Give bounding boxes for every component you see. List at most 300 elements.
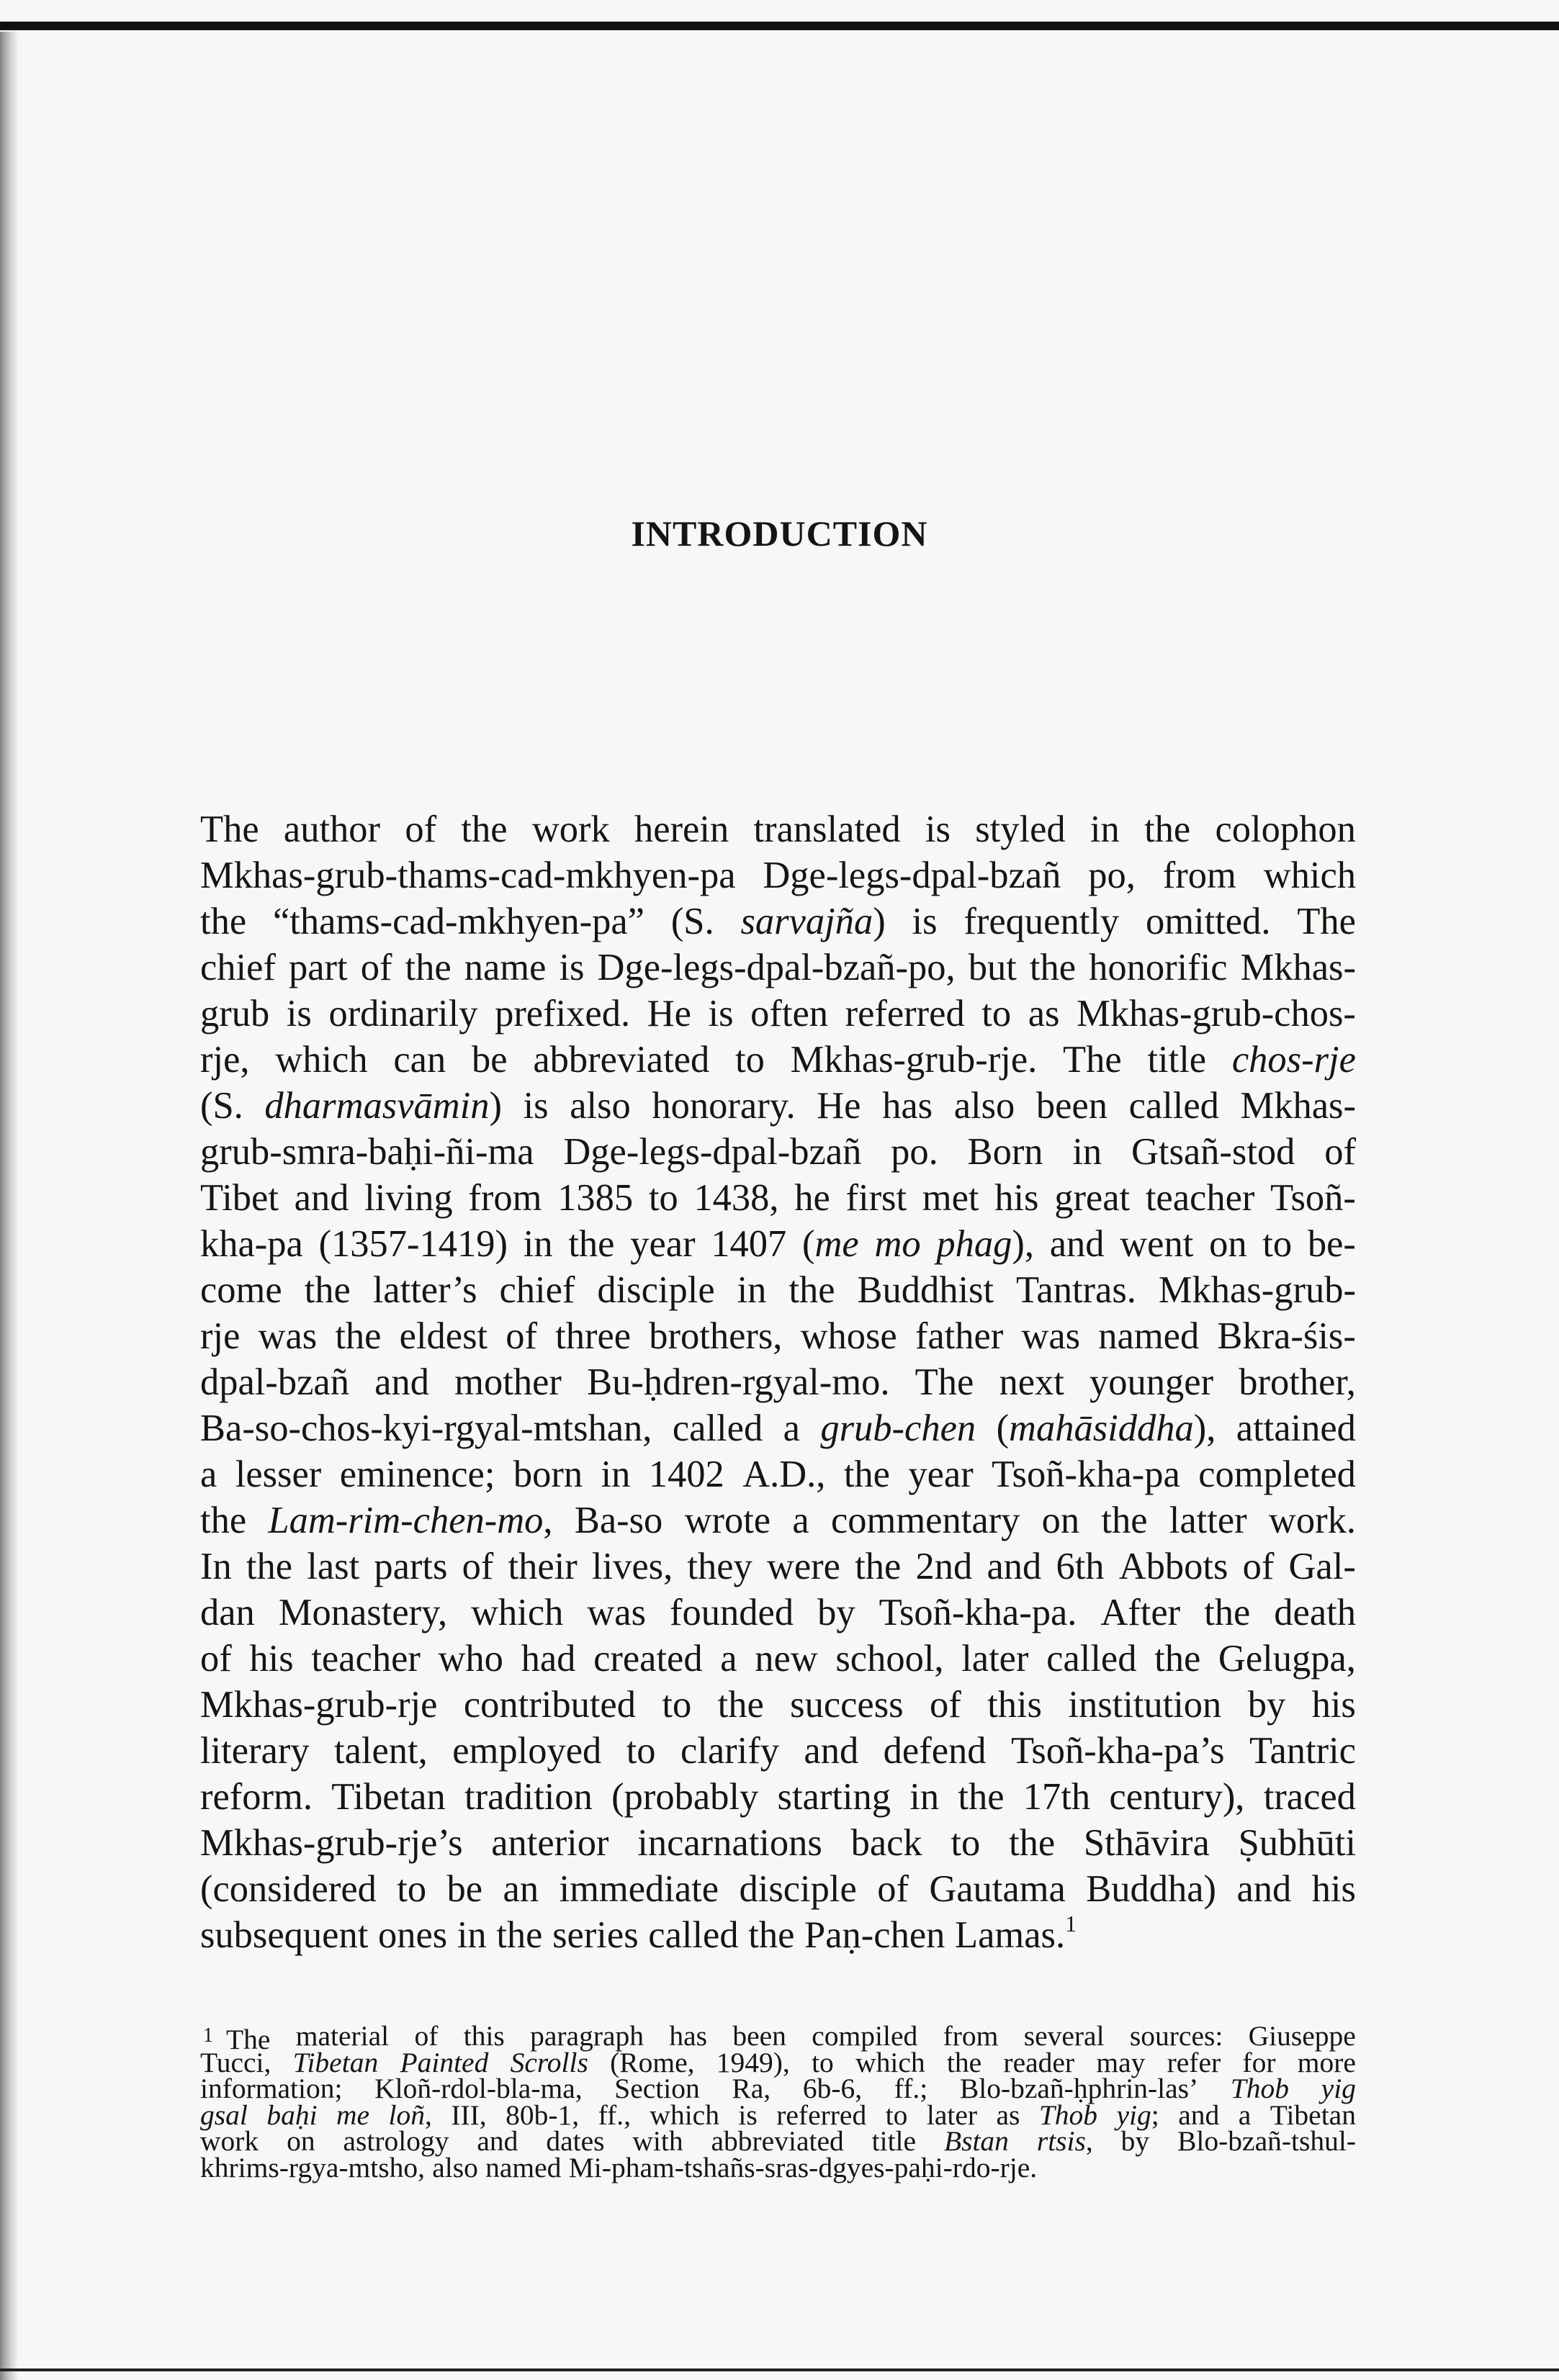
word: Tibetan (292, 2046, 379, 2078)
word: often (750, 993, 829, 1035)
word: a (720, 1638, 737, 1680)
word: the (568, 1223, 615, 1265)
word: Tibetan (331, 1776, 446, 1818)
word: 2nd (915, 1546, 973, 1587)
text-line (200, 1083, 1356, 1129)
word: Born (967, 1131, 1043, 1173)
word: the (843, 1453, 890, 1495)
word: Tsoñ- (1270, 1177, 1356, 1219)
word: a (792, 1500, 809, 1541)
word: work. (1268, 1500, 1356, 1541)
word: sources: (1129, 2020, 1223, 2052)
footnote-line (200, 2046, 1356, 2078)
word: to (1262, 1223, 1293, 1265)
word: in (601, 1453, 631, 1495)
word: and (1236, 1868, 1292, 1910)
word: of (929, 1684, 961, 1726)
word: gsal (200, 2099, 248, 2131)
word: as (996, 2099, 1020, 2131)
word: be- (1307, 1223, 1356, 1265)
word: chief (200, 947, 276, 988)
word: herein (634, 808, 729, 850)
word: attained (1236, 1407, 1356, 1449)
word: Bkra-śis- (1217, 1315, 1356, 1357)
word: part (289, 947, 348, 988)
word: which (275, 1039, 368, 1081)
text-line (200, 1313, 1356, 1359)
word: from (1162, 855, 1236, 896)
word: Tantras. (1016, 1269, 1136, 1311)
word: also (570, 1085, 631, 1127)
word: called (648, 1914, 739, 1956)
word: Buddhist (857, 1269, 994, 1311)
word: colophon (1215, 808, 1356, 850)
word: also (953, 1085, 1015, 1127)
word: title (871, 2125, 917, 2158)
text-line (200, 806, 1356, 852)
word: Tibetan (1270, 2099, 1356, 2131)
text-line-last (200, 1912, 1356, 1958)
word: phag), (936, 1223, 1034, 1265)
word: come (200, 1269, 282, 1311)
word: defend (883, 1730, 987, 1772)
word: teacher (1145, 1177, 1255, 1219)
word: and (1178, 2099, 1220, 2131)
text-line (200, 1221, 1356, 1267)
word: in (523, 1223, 553, 1265)
word: chief (499, 1269, 575, 1311)
word: ordinarily (328, 993, 478, 1035)
word: was (587, 1592, 647, 1633)
word: met (922, 1177, 979, 1219)
word: institution (1068, 1684, 1222, 1726)
text-line (200, 1405, 1356, 1451)
word: khrims-rgya-mtsho, (200, 2151, 425, 2183)
word: and (294, 1177, 349, 1219)
word: to (626, 1730, 656, 1772)
word: clarify (680, 1730, 779, 1772)
word: Tantric (1249, 1730, 1356, 1772)
word: Ba-so (574, 1500, 663, 1541)
word: po. (891, 1131, 938, 1173)
word: He (647, 993, 691, 1035)
word: chos-rje (1231, 1039, 1356, 1081)
word: first (845, 1177, 907, 1219)
word: three (555, 1315, 632, 1357)
word: He (817, 1085, 861, 1127)
word: Tsoñ-kha-pa (992, 1453, 1180, 1495)
word: the (855, 1546, 902, 1587)
text-line (200, 1728, 1356, 1774)
word: Bu-ḥdren-rgyal-mo. (587, 1361, 890, 1403)
word: of (405, 808, 437, 850)
word: has (669, 2020, 708, 2052)
word: dates (546, 2125, 605, 2158)
word: In (200, 1546, 232, 1587)
text-line (200, 1682, 1356, 1728)
word: literary (200, 1730, 310, 1772)
page-title: INTRODUCTION (631, 513, 928, 554)
word: Abbots (1118, 1546, 1228, 1587)
word: A.D., (742, 1453, 826, 1495)
text-line (200, 852, 1356, 898)
word: (considered (200, 1868, 377, 1910)
word: founded (670, 1592, 794, 1633)
text-line (200, 1359, 1356, 1405)
text-line (200, 1129, 1356, 1175)
word: in (909, 1776, 940, 1818)
word: is (286, 993, 312, 1035)
word: death (1274, 1592, 1356, 1633)
word: a (200, 1453, 217, 1495)
word: his (994, 1177, 1039, 1219)
word: to (735, 1039, 765, 1081)
word: loñ, (388, 2099, 432, 2131)
word: sarvajña) (740, 901, 886, 942)
word: reader (1003, 2046, 1075, 2078)
word: series (552, 1914, 639, 1956)
word: by (1247, 1684, 1286, 1726)
word: more (1297, 2046, 1356, 2078)
word: Mi-pham-tshañs-sras-dgyes-paḥi-rdo-rje. (568, 2151, 1038, 2183)
word: in (1072, 1131, 1102, 1173)
word: the (1101, 1500, 1148, 1541)
word: honorific (1089, 947, 1228, 988)
word: the (789, 1269, 835, 1311)
word: po, (1088, 855, 1136, 896)
word: to (885, 2099, 908, 2131)
word: grub-smra-baḥi-ñi-ma (200, 1131, 534, 1173)
word: Gtsañ-stod (1131, 1131, 1295, 1173)
word: success (790, 1684, 904, 1726)
word: the (1204, 1592, 1251, 1633)
word: Dge-legs-dpal-bzañ-po, (597, 947, 956, 988)
word: The (1063, 1039, 1122, 1081)
word: mo (874, 1223, 921, 1265)
word: year (908, 1453, 974, 1495)
word: talent, (334, 1730, 428, 1772)
word: 1385 (557, 1177, 634, 1219)
word: Mkhas-grub-thams-cad-mkhyen-pa (200, 855, 736, 896)
word: information; (200, 2073, 343, 2105)
word: frequently (963, 901, 1120, 942)
text-line (200, 1820, 1356, 1866)
word: ff.; (894, 2073, 928, 2105)
word: with (632, 2125, 683, 2158)
word: material (295, 2020, 390, 2052)
word: be (472, 1039, 508, 1081)
word: subsequent (200, 1914, 369, 1956)
word: by (817, 1592, 855, 1633)
word: their (508, 1546, 578, 1587)
word: back (850, 1822, 922, 1864)
word: rje (200, 1315, 241, 1357)
word: honorary. (652, 1085, 796, 1127)
word: in (1089, 808, 1120, 850)
word: this (987, 1684, 1042, 1726)
word: born (513, 1453, 583, 1495)
word: of (200, 1638, 232, 1680)
word: Mkhas- (1240, 1085, 1356, 1127)
word: Ṣubhūti (1238, 1822, 1356, 1864)
word: called (672, 1407, 763, 1449)
text-line (200, 1866, 1356, 1912)
word: Gelugpa, (1218, 1638, 1356, 1680)
word: several (1023, 2020, 1105, 2052)
text-line (200, 1037, 1356, 1083)
word: prefixed. (495, 993, 631, 1035)
word: tradition (464, 1776, 593, 1818)
word: Tibet (200, 1177, 279, 1219)
word: to (648, 1177, 678, 1219)
word: to (662, 1684, 692, 1726)
word: 80b-1, (506, 2099, 580, 2131)
text-line (200, 898, 1356, 945)
word: and (477, 2125, 518, 2158)
word: is (738, 2099, 758, 2131)
word: abbreviated (533, 1039, 710, 1081)
word: is (523, 1085, 549, 1127)
word: referred (776, 2099, 867, 2131)
word: had (521, 1638, 576, 1680)
word: reform. (200, 1776, 313, 1818)
word: of (414, 2020, 439, 2052)
word: immediate (559, 1868, 719, 1910)
word: starting (777, 1776, 891, 1818)
word: work (200, 2125, 259, 2158)
word: Scrolls (510, 2046, 588, 2078)
word: (S. (670, 901, 714, 942)
word: dpal-bzañ (200, 1361, 349, 1403)
word: Dge-legs-dpal-bzañ (563, 1131, 862, 1173)
text-line (200, 945, 1356, 991)
word: from (943, 2020, 999, 2052)
word: Blo-bzañ-ḥphrin-las’ (959, 2073, 1199, 2105)
word: and (987, 1546, 1042, 1587)
word: Bstan (943, 2125, 1009, 2158)
word: and (374, 1361, 429, 1403)
word: Tsoñ-kha-pa’s (1010, 1730, 1225, 1772)
word: The (226, 2024, 271, 2055)
text-line (200, 1451, 1356, 1497)
word: Dge-legs-dpal-bzañ (763, 855, 1061, 896)
footnote-number: 1 (203, 2024, 213, 2047)
word: the (246, 1546, 293, 1587)
word: called (1128, 1085, 1219, 1127)
word: last (307, 1546, 360, 1587)
word: Mkhas-grub-rje. (790, 1039, 1038, 1081)
word: whose (800, 1315, 897, 1357)
word: paragraph (530, 2020, 644, 2052)
word: Gal- (1288, 1546, 1356, 1587)
word: Kloñ-rdol-bla-ma, (374, 2073, 583, 2105)
word: eldest (399, 1315, 488, 1357)
word: rje, (200, 1039, 250, 1081)
word: refer (1167, 2046, 1221, 2078)
text-line (200, 1175, 1356, 1221)
word: 17th (1023, 1776, 1091, 1818)
word: the (1144, 808, 1191, 850)
word: also (432, 2151, 478, 2183)
word: styled (975, 808, 1066, 850)
word: yig (1321, 2073, 1356, 2105)
word: 6b-6, (802, 2073, 863, 2105)
word: to (812, 2046, 834, 2078)
word: latter (1169, 1500, 1247, 1541)
word: of (1242, 1546, 1275, 1587)
word: the (1154, 1638, 1201, 1680)
word: this (463, 2020, 505, 2052)
word: to (951, 1822, 981, 1864)
word: but (968, 947, 1017, 988)
word: his (249, 1638, 294, 1680)
word: mother (454, 1361, 562, 1403)
footnote (200, 2020, 1356, 2183)
word: Tsoñ-kha-pa. (879, 1592, 1077, 1633)
word: a (1238, 2099, 1252, 2131)
word: living (364, 1177, 453, 1219)
word: teacher (311, 1638, 421, 1680)
word: Ba-so-chos-kyi-rgyal-mtshan, (200, 1407, 652, 1449)
word: Mkhas-grub-chos- (1077, 993, 1356, 1035)
word: is (925, 808, 951, 850)
word: After (1100, 1592, 1181, 1633)
word: is (708, 993, 734, 1035)
footnote-line (200, 2073, 1356, 2105)
word: the (748, 1914, 795, 1956)
word: dan (200, 1592, 255, 1633)
word: author (283, 808, 381, 850)
word: Mkhas-grub-rje (200, 1684, 438, 1726)
word: an (503, 1868, 539, 1910)
text-line (200, 1774, 1356, 1820)
word: “thams-cad-mkhyen-pa” (272, 901, 644, 942)
word: Lam-rim-chen-mo, (268, 1500, 553, 1541)
word: the (1008, 1822, 1056, 1864)
word: ones (377, 1914, 448, 1956)
footnote-line (200, 2099, 1356, 2131)
word: 1402 (648, 1453, 724, 1495)
word: astrology (343, 2125, 449, 2158)
word: Thob (1038, 2099, 1098, 2131)
word: Paṇ-chen (804, 1914, 945, 1956)
word: The (1297, 901, 1356, 942)
word: the (335, 1315, 382, 1357)
word: created (593, 1638, 703, 1680)
word: title (1147, 1039, 1207, 1081)
word: ff., (598, 2099, 631, 2131)
word: on (287, 2125, 315, 2158)
word: (1357-1419) (318, 1223, 508, 1265)
word: 6th (1056, 1546, 1105, 1587)
word: 1438, (693, 1177, 779, 1219)
word: later (961, 1638, 1029, 1680)
word: work (531, 808, 610, 850)
word: was (1021, 1315, 1081, 1357)
word: he (794, 1177, 830, 1219)
word: anterior (491, 1822, 609, 1864)
word: the (958, 1776, 1005, 1818)
top-page-edge (0, 22, 1559, 30)
word: Blo-bzañ-tshul- (1177, 2125, 1356, 2158)
word: Monastery, (278, 1592, 448, 1633)
text-line (200, 1267, 1356, 1313)
page-binding-shadow (0, 32, 19, 2380)
word: can (393, 1039, 446, 1081)
word: a (783, 1407, 800, 1449)
word: me (336, 2099, 370, 2131)
word: next (999, 1361, 1064, 1403)
word: 1407 (711, 1223, 787, 1265)
word: which (650, 2099, 719, 2131)
word: III, (451, 2099, 487, 2131)
word: the (405, 947, 451, 988)
word: been (1035, 1085, 1108, 1127)
word: of (462, 1546, 494, 1587)
word: the (946, 2046, 982, 2078)
word: Buddha) (1086, 1868, 1217, 1910)
word: Section (614, 2073, 700, 2105)
word: Gautama (929, 1868, 1066, 1910)
word: commentary (830, 1500, 1020, 1541)
word: compiled (812, 2020, 918, 2052)
word: grub-chen (820, 1407, 976, 1449)
word: employed (452, 1730, 602, 1772)
word: to (397, 1868, 427, 1910)
word: which (855, 2046, 925, 2078)
word: omitted. (1145, 901, 1271, 942)
word: wrote (684, 1500, 771, 1541)
word: been (732, 2020, 786, 2052)
word: parts (374, 1546, 448, 1587)
word: as (1028, 993, 1060, 1035)
word: baḥi (266, 2099, 318, 2131)
word: Giuseppe (1248, 2020, 1356, 2052)
footnote-marker: 1 (1065, 1911, 1077, 1937)
word: is (912, 901, 938, 942)
word: which (1263, 855, 1356, 896)
word: went (1120, 1223, 1194, 1265)
text-line (200, 1590, 1356, 1636)
word: on (1041, 1500, 1080, 1541)
word: name (464, 947, 547, 988)
word: the (717, 1684, 764, 1726)
word: which (471, 1592, 564, 1633)
word: The (200, 808, 259, 850)
word: Tucci, (200, 2046, 271, 2078)
word: Painted (400, 2046, 489, 2078)
word: (me (802, 1223, 859, 1265)
word: latter’s (372, 1269, 477, 1311)
word: the (461, 808, 508, 850)
body-paragraph (200, 806, 1356, 1958)
word: named (485, 2151, 562, 2183)
word: (mahāsiddha), (996, 1407, 1216, 1449)
word: lesser (235, 1453, 322, 1495)
word: later (926, 2099, 978, 2131)
word: for (1242, 2046, 1276, 2078)
word: younger (1089, 1361, 1214, 1403)
text-line (200, 1636, 1356, 1682)
word: they (687, 1546, 752, 1587)
word: Sthāvira (1083, 1822, 1210, 1864)
word: to (981, 993, 1012, 1035)
word: on (1209, 1223, 1247, 1265)
word: eminence; (339, 1453, 495, 1495)
word: dharmasvāmin) (264, 1085, 502, 1127)
word: and (804, 1730, 859, 1772)
word: (Rome, (610, 2046, 695, 2078)
